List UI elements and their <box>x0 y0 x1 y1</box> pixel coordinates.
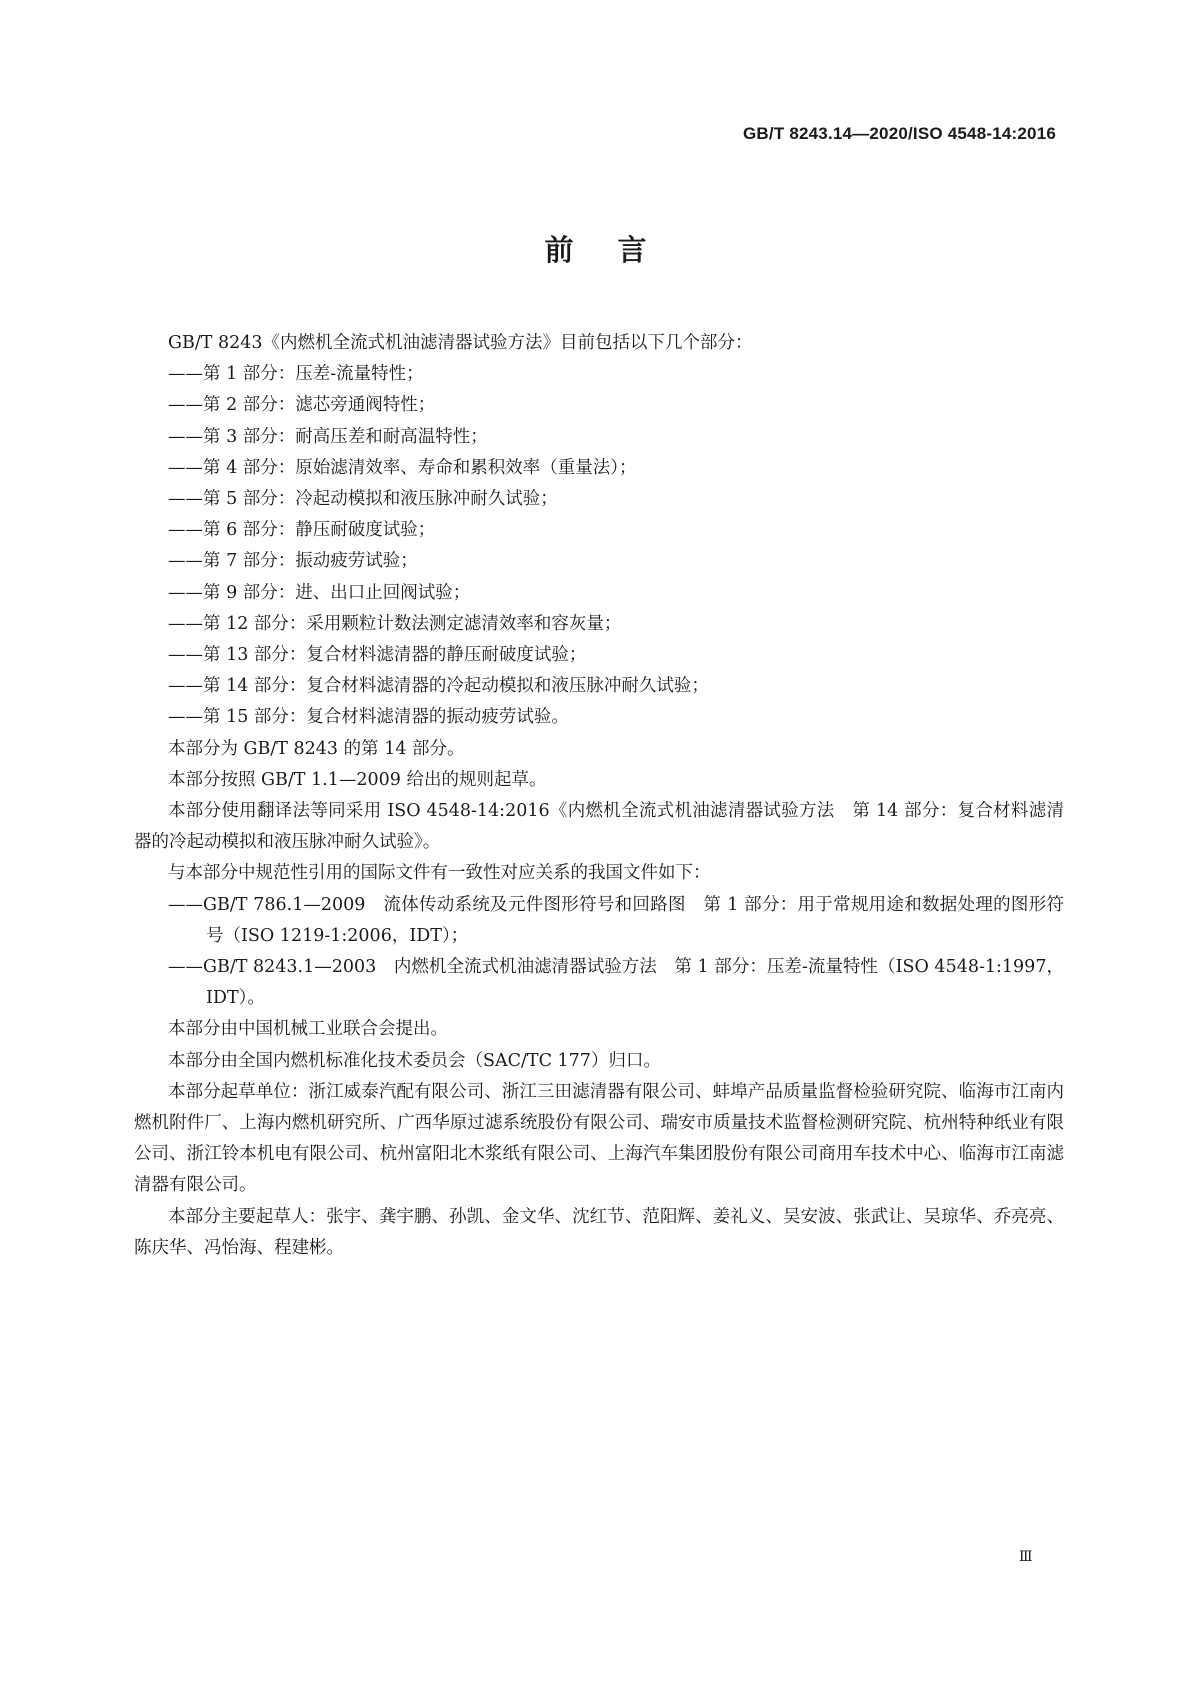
list-item: ——第 15 部分：复合材料滤清器的振动疲劳试验。 <box>168 707 569 728</box>
correspondence-paragraph: 与本部分中规范性引用的国际文件有一致性对应关系的我国文件如下： <box>168 863 711 884</box>
page-number: Ⅲ <box>1019 1549 1032 1565</box>
list-item: ——第 2 部分：滤芯旁通阀特性； <box>168 395 436 416</box>
parts-list <box>168 359 1064 733</box>
reference-item: ——GB/T 786.1—2009 流体传动系统及元件图形符号和回路图 第 1 部分：用于常规用途和数据处理的图形符号（ISO 1219-1:2006，IDT）； <box>168 894 1064 946</box>
intro-paragraph: GB/T 8243《内燃机全流式机油滤清器试验方法》目前包括以下几个部分： <box>168 333 753 353</box>
drafters-paragraph: 本部分主要起草人：张宇、龚宇鹏、孙凯、金文华、沈红节、范阳辉、姜礼义、吴安波、张武让、吴琼华、乔亮亮、陈庆华、冯怡海、程建彬。 <box>134 1206 1064 1258</box>
drafting-rules-paragraph: 本部分按照 GB/T 1.1—2009 给出的规则起草。 <box>168 769 547 790</box>
list-item: ——第 6 部分：静压耐破度试验； <box>168 520 436 541</box>
list-item: ——第 5 部分：冷起动模拟和液压脉冲耐久试验； <box>168 489 558 510</box>
proposed-by-paragraph: 本部分由中国机械工业联合会提出。 <box>168 1019 448 1040</box>
adoption-paragraph: 本部分使用翻译法等同采用 ISO 4548-14:2016《内燃机全流式机油滤清器试验方法 第 14 部分：复合材料滤清器的冷起动模拟和液压脉冲耐久试验》。 <box>134 801 1064 853</box>
managed-by-paragraph: 本部分由全国内燃机标准化技术委员会（SAC/TC 177）归口。 <box>168 1050 661 1071</box>
list-item: ——第 12 部分：采用颗粒计数法测定滤清效率和容灰量； <box>168 613 622 634</box>
page-title: 前言 <box>544 233 691 267</box>
list-item: ——第 4 部分：原始滤清效率、寿命和累积效率（重量法）； <box>168 457 637 478</box>
list-item: ——第 9 部分：进、出口止回阀试验； <box>168 582 471 603</box>
drafting-units-paragraph: 本部分起草单位：浙江威泰汽配有限公司、浙江三田滤清器有限公司、蚌埠产品质量监督检验研究院、临海市江南内燃机附件厂、上海内燃机研究所、广西华原过滤系统股份有限公司、瑞安市质量技术监督检测研究院、杭州特种纸业有限公司、浙江铃本机电有限公司、杭州富阳北木浆纸有限公司、上海汽车集团股份有限公司商用车技术中心、临海市江南滤清器有限公司。 <box>134 1081 1064 1196</box>
list-item: ——第 7 部分：振动疲劳试验； <box>168 551 418 572</box>
list-item: ——第 14 部分：复合材料滤清器的冷起动模拟和液压脉冲耐久试验； <box>168 676 709 697</box>
list-item: ——第 3 部分：耐高压差和耐高温特性； <box>168 426 488 447</box>
part-of-paragraph: 本部分为 GB/T 8243 的第 14 部分。 <box>168 738 465 759</box>
reference-item: ——GB/T 8243.1—2003 内燃机全流式机油滤清器试验方法 第 1 部分：压差-流量特性（ISO 4548-1:1997，IDT）。 <box>168 957 1064 1009</box>
foreword-body <box>134 328 1064 1264</box>
standard-number-header: GB/T 8243.14—2020/ISO 4548-14:2016 <box>743 124 1056 143</box>
list-item: ——第 1 部分：压差-流量特性； <box>168 364 424 385</box>
references-list <box>168 890 1064 1015</box>
list-item: ——第 13 部分：复合材料滤清器的静压耐破度试验； <box>168 645 587 666</box>
